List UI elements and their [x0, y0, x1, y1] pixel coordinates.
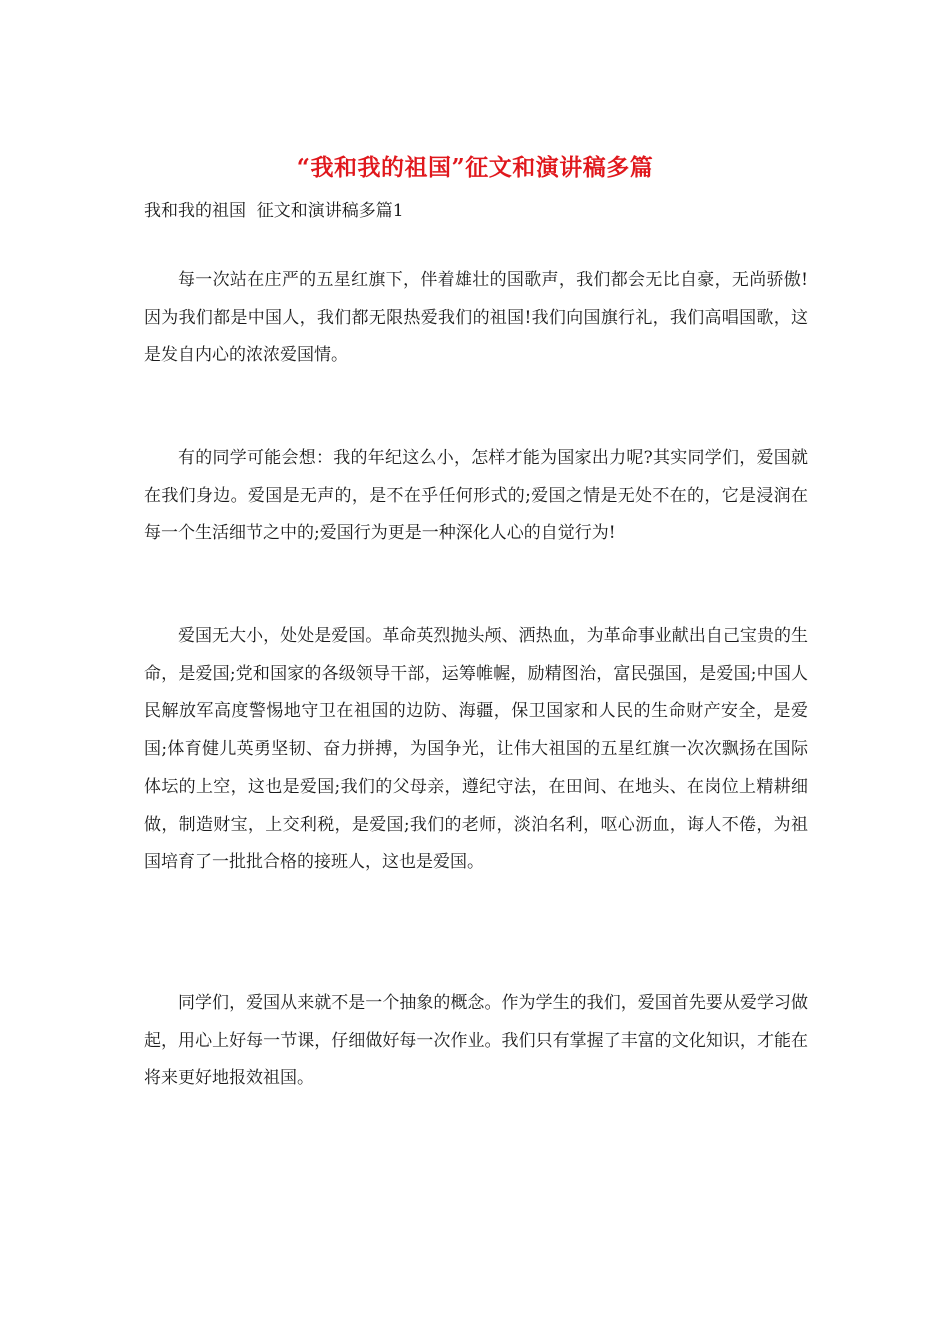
paragraph-1: 每一次站在庄严的五星红旗下，伴着雄壮的国歌声，我们都会无比自豪，无尚骄傲!因为我们都是中国人，我们都无限热爱我们的祖国!我们向国旗行礼，我们高唱国歌，这是发自内心的浓浓爱国情。 — [144, 270, 808, 366]
document-subtitle: 我和我的祖国 征文和演讲稿多篇1 — [144, 201, 404, 221]
document-title: “我和我的祖国”征文和演讲稿多篇 — [296, 154, 654, 181]
paragraph-2: 有的同学可能会想：我的年纪这么小，怎样才能为国家出力呢?其实同学们，爱国就在我们身边。爱国是无声的，是不在乎任何形式的;爱国之情是无处不在的，它是浸润在每一个生活细节之中的;爱国行为更是一种深化人心的自觉行为! — [144, 448, 808, 544]
paragraph-4: 同学们，爱国从来就不是一个抽象的概念。作为学生的我们，爱国首先要从爱学习做起，用心上好每一节课，仔细做好每一次作业。我们只有掌握了丰富的文化知识，才能在将来更好地报效祖国。 — [144, 993, 808, 1089]
paragraph-3: 爱国无大小，处处是爱国。革命英烈抛头颅、洒热血，为革命事业献出自己宝贵的生命，是爱国;党和国家的各级领导干部，运筹帷幄，励精图治，富民强国，是爱国;中国人民解放军高度警惕地守卫在祖国的边防、海疆，保卫国家和人民的生命财产安全，是爱国;体育健儿英勇坚韧、奋力拼搏，为国争光，让伟大祖国的五星红旗一次次飘扬在国际体坛的上空，这也是爱国;我们的父母亲，遵纪守法，在田间、在地头、在岗位上精耕细做，制造财宝，上交利税，是爱国;我们的老师，淡泊名利，呕心沥血，诲人不倦，为祖国培育了一批批合格的接班人，这也是爱国。 — [144, 626, 808, 873]
